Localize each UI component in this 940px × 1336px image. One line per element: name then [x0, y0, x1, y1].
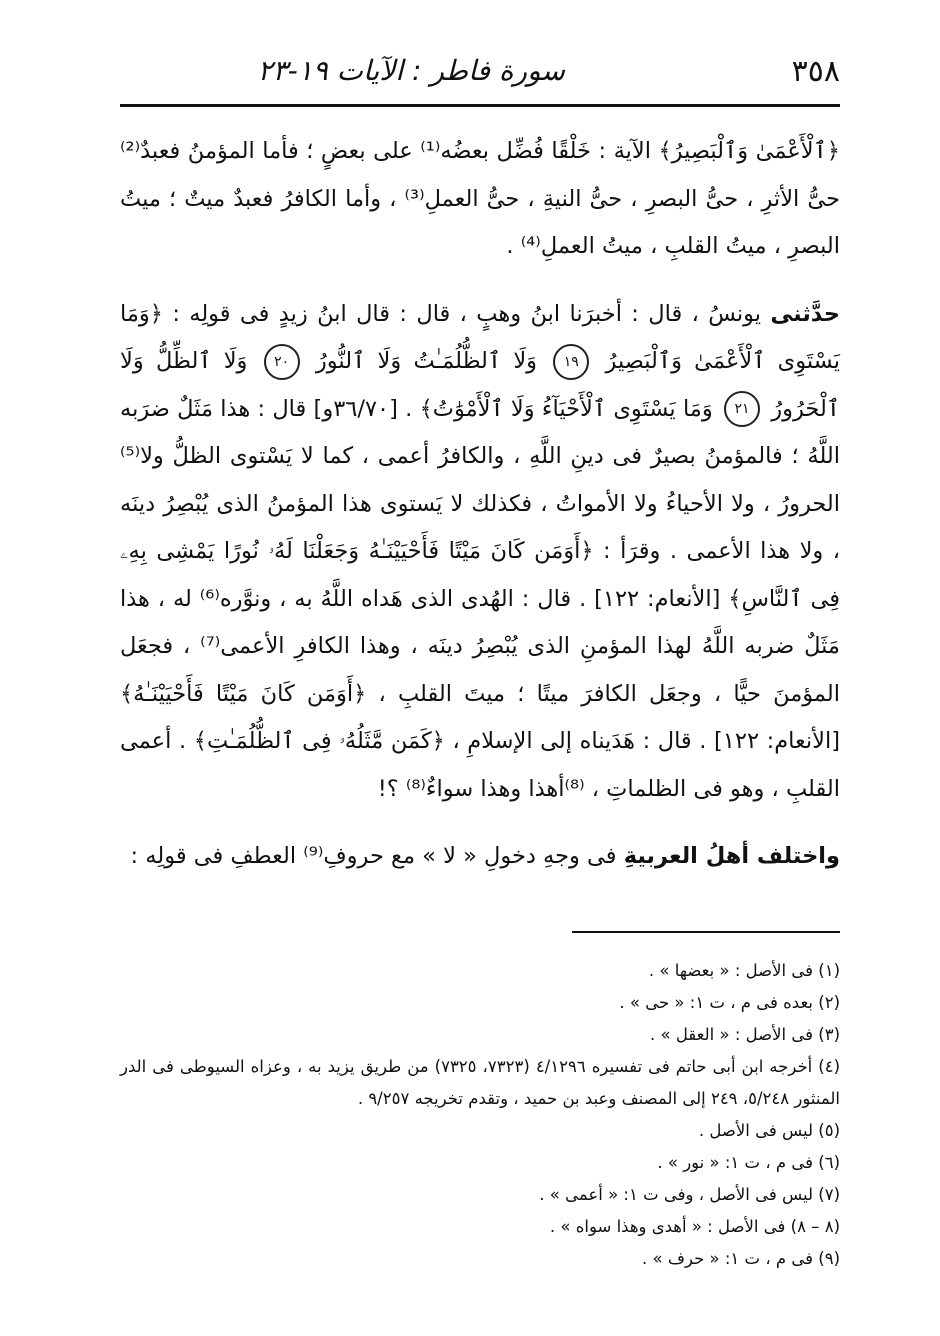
text-run: وَمَا يَسْتَوِى ٱلْأَحْيَآءُ وَلَا ٱلْأَمْوَٰتُ﴾ . [٣٦/٧٠و] قال : هذا مَثَلٌ ضرَبه اللَّهُ ؛ فالمؤمنُ بصيرٌ فى دينِ اللَّهِ ، والكافرُ أعمى ، كما لا يَسْتوى الظلُّ ولا⁽⁵⁾ الحرورُ ، ولا الأحياءُ ولا الأمواتُ ، فكذلك لا يَستوى هذا المؤمنُ الذى يُبْصِرُ دينَه ، ولا هذا الأعمى . وقرَأ : ﴿أَوَمَن كَانَ مَيْتًا فَأَحْيَيْنَـٰهُ وَجَعَلْنَا لَهُۥ نُورًا يَمْشِى بِهِۦ فِى ٱلنَّاسِ﴾ [الأنعام: ١٢٢] . قال : الهُدى الذى هَداه اللَّهُ به ، ونوَّره⁽⁶⁾ له ، هذا مَثَلٌ ضربه اللَّهُ لهذا المؤمنِ الذى يُبْصِرُ دينَه ، وهذا الكافرِ الأعمى⁽⁷⁾ ، فجعَل المؤمنَ حيًّا ، وجعَل الكافرَ ميتًا ؛ ميتَ القلبِ ، ﴿أَوَمَن كَانَ مَيْتًا فَأَحْيَيْنَـٰهُ﴾ [الأنعام: ١٢٢] . قال : هَدَيناه إلى الإسلامِ ، ﴿كَمَن مَّثَلُهُۥ فِى ٱلظُّلُمَـٰتِ﴾ . أعمى القلبِ ، وهو فى الظلماتِ ، ⁽⁸⁾أهذا وهذا سواءٌ⁽⁸⁾ ؟!	[120, 395, 840, 802]
text-run: وَلَا ٱلظُّلُمَـٰتُ وَلَا ٱلنُّورُ	[303, 348, 550, 374]
footnote: (٣) فى الأصل : « العقل » .	[649, 1025, 840, 1044]
main-text	[120, 128, 840, 881]
footnote: (١) فى الأصل : « بعضها » .	[648, 961, 840, 980]
footnote: (٦) فى م ، ت ١: « نور » .	[657, 1153, 840, 1172]
header-rule	[120, 104, 840, 107]
footnote: (٥) ليس فى الأصل .	[698, 1121, 840, 1140]
footnote: (٢) بعده فى م ، ت ١: « حى » .	[619, 993, 840, 1012]
paragraph	[120, 291, 840, 814]
running-title: سورة فاطر : الآيات ١٩-٢٣	[257, 54, 565, 87]
ayah-number-marker: ١٩	[553, 344, 589, 380]
paragraph-lead: حدَّثنى	[770, 300, 840, 327]
text-run: يونسُ ، قال : أخبرَنا ابنُ وهبٍ ، قال : قال ابنُ زيدٍ فى قولِه : ﴿وَمَا يَسْتَوِى ٱلْأَعْمَىٰ وَٱلْبَصِيرُ	[120, 300, 840, 374]
page-header	[120, 48, 840, 98]
ayah-number-marker: ٢٠	[264, 344, 300, 380]
footnote: (٤) أخرجه ابن أبى حاتم فى تفسيره ٤/١٢٩٦ (٧٣٢٣، ٧٣٢٥) من طريق يزيد به ، وعزاه السيوطى فى الدر المنثور ٥/٢٤٨، ٢٤٩ إلى المصنف وعبد بن حميد ، وتقدم تخريجه ٩/٢٥٧ .	[120, 1057, 841, 1108]
paragraph	[120, 833, 840, 881]
footnote: (٨ – ٨) فى الأصل : « أهدى وهذا سواه » .	[549, 1217, 840, 1236]
footnotes	[120, 955, 840, 1275]
paragraph-lead: واختلف أهلُ العربيةِ	[623, 843, 840, 869]
footnote: (٩) فى م ، ت ١: « حرف » .	[642, 1249, 840, 1268]
text-run: فى وجهِ دخولِ « لا » مع حروفِ⁽⁹⁾ العطفِ فى قولِه :	[130, 843, 624, 869]
text-run: وَلَا ٱلظِّلُّ وَلَا ٱلْحَرُورُ	[120, 348, 840, 422]
footnote-rule	[572, 931, 840, 933]
paragraph: ﴿ٱلْأَعْمَىٰ وَٱلْبَصِيرُ﴾ الآية : خَلْقًا فُضِّل بعضُه⁽¹⁾ على بعضٍ ؛ فأما المؤمنُ فعبدٌ⁽²⁾ حىُّ الأثرِ ، حىُّ البصرِ ، حىُّ النيةِ ، حىُّ العملِ⁽³⁾ ، وأما الكافرُ فعبدٌ ميتٌ ؛ ميتُ البصرِ ، ميتُ القلبِ ، ميتُ العملِ⁽⁴⁾ .	[120, 138, 840, 259]
page-number: ٣٥٨	[791, 54, 840, 89]
footnote: (٧) ليس فى الأصل ، وفى ت ١: « أعمى » .	[539, 1185, 840, 1204]
ayah-number-marker: ٢١	[724, 391, 760, 427]
